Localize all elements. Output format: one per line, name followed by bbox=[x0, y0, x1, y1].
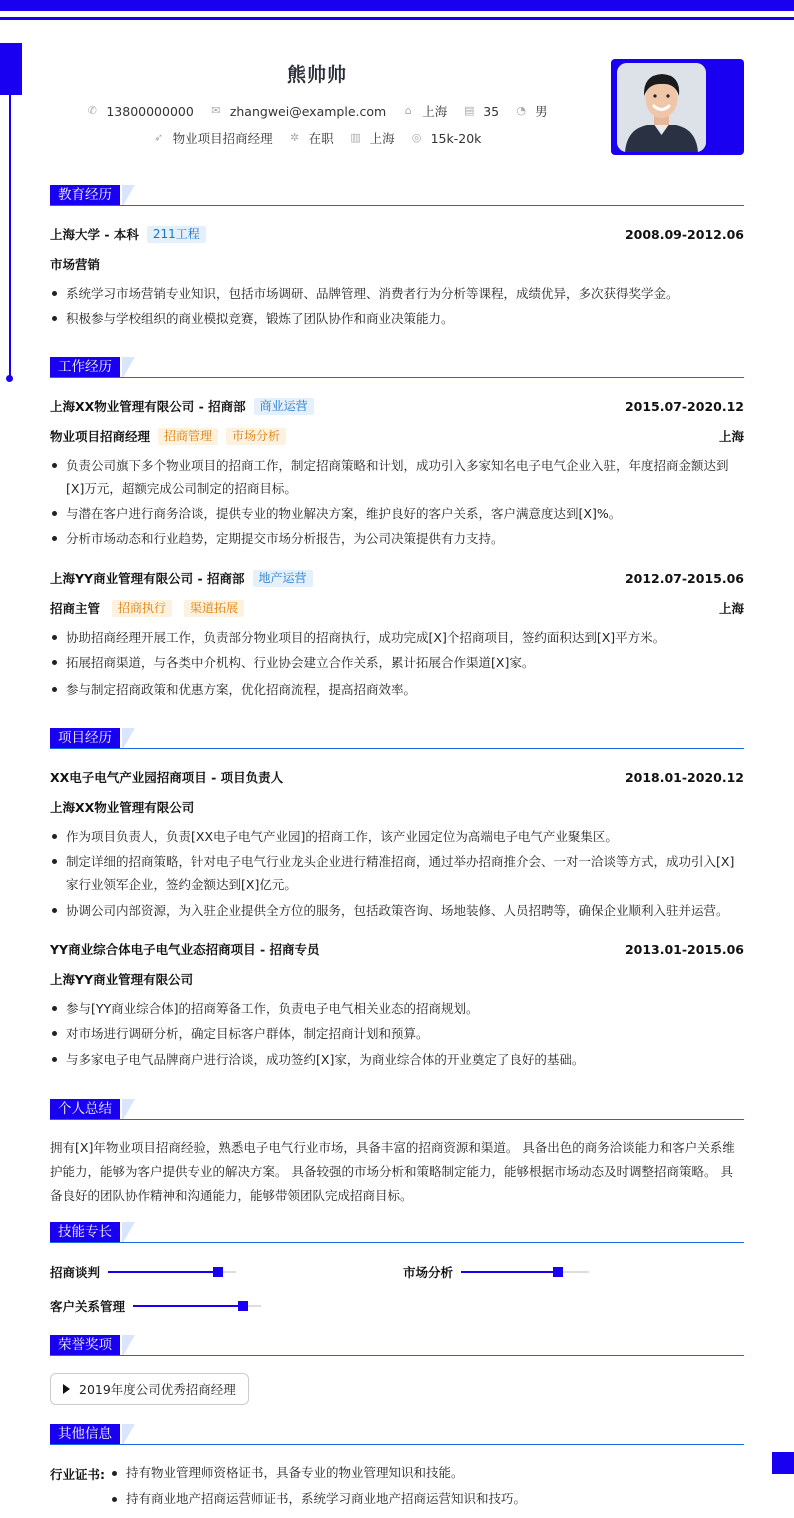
section-tag-slant bbox=[122, 1222, 136, 1242]
gender-item bbox=[515, 102, 548, 120]
section-tag-slant bbox=[122, 357, 136, 377]
work-company-row bbox=[50, 397, 744, 415]
skill-level-bar bbox=[461, 1271, 589, 1273]
building-icon: ▥ bbox=[350, 131, 361, 144]
section-title: 个人总结 bbox=[50, 1099, 120, 1119]
skill-level-knob bbox=[238, 1301, 248, 1311]
work-city: 上海 bbox=[718, 601, 744, 616]
skill-name: 市场分析 bbox=[403, 1265, 454, 1280]
education-bullet: 系统学习市场营销专业知识，包括市场调研、品牌管理、消费者行为分析等课程，成绩优异，多次获得奖学金。 bbox=[50, 282, 744, 305]
salary-item bbox=[411, 131, 482, 146]
section-title: 技能专长 bbox=[50, 1222, 120, 1242]
intent-row bbox=[0, 129, 634, 147]
project-bullet: 与多家电子电气品牌商户进行洽谈，成功签约[X]家，为商业综合体的开业奠定了良好的基础。 bbox=[50, 1048, 744, 1071]
age-text: 35 bbox=[483, 103, 500, 119]
section-title: 工作经历 bbox=[50, 357, 120, 377]
email-item bbox=[210, 104, 386, 119]
work-bullet: 协助招商经理开展工作，负责部分物业项目的招商执行，成功完成[X]个招商项目，签约面积达到[X]平方米。 bbox=[50, 626, 744, 649]
skill-tag: 招商管理 bbox=[158, 428, 218, 445]
company-name: 上海XX物业管理有限公司 - 招商部 bbox=[50, 399, 246, 414]
role-name: 物业项目招商经理 bbox=[50, 429, 151, 444]
city-text: 上海 bbox=[422, 104, 448, 119]
certificate-label: 行业证书: bbox=[50, 1467, 105, 1482]
skill-level-knob bbox=[213, 1267, 223, 1277]
skill-level-bar bbox=[133, 1305, 261, 1307]
award-text: 2019年度公司优秀招商经理 bbox=[79, 1382, 236, 1397]
section-tag-slant bbox=[122, 1424, 136, 1444]
project-org: 上海YY商业管理有限公司 bbox=[50, 972, 194, 987]
section-projects-header bbox=[50, 728, 744, 750]
contact-row bbox=[0, 102, 634, 120]
certificate-item: 持有商业地产招商运营师证书，系统学习商业地产招商运营知识和技巧。 bbox=[110, 1491, 740, 1507]
project-org-row bbox=[50, 970, 744, 988]
section-skills-header bbox=[50, 1222, 744, 1244]
project-name: YY商业综合体电子电气业态招商项目 - 招商专员 bbox=[50, 942, 320, 957]
skill-level-fill bbox=[133, 1305, 248, 1307]
role-name: 招商主管 bbox=[50, 601, 101, 616]
send-icon: ➶ bbox=[153, 131, 164, 144]
skill-name: 客户关系管理 bbox=[50, 1299, 126, 1314]
position-text: 物业项目招商经理 bbox=[172, 131, 273, 146]
section-other-header bbox=[50, 1424, 744, 1446]
company-tag: 商业运营 bbox=[254, 398, 314, 415]
left-timeline-dot bbox=[6, 375, 13, 382]
section-rule bbox=[50, 1242, 744, 1243]
skill-item bbox=[50, 1297, 261, 1315]
top-accent-line bbox=[0, 17, 794, 20]
section-rule bbox=[50, 1119, 744, 1120]
work-period: 2012.07-2015.06 bbox=[624, 570, 744, 586]
mail-icon: ✉ bbox=[211, 104, 221, 117]
section-summary-header bbox=[50, 1099, 744, 1121]
project-period: 2018.01-2020.12 bbox=[624, 769, 744, 785]
work-bullet: 分析市场动态和行业趋势，定期提交市场分析报告，为公司决策提供有力支持。 bbox=[50, 527, 744, 550]
major-row bbox=[50, 255, 744, 273]
company-tag: 地产运营 bbox=[253, 570, 313, 587]
skill-level-knob bbox=[553, 1267, 563, 1277]
work-bullet: 与潜在客户进行商务洽谈，提供专业的物业解决方案，维护良好的客户关系，客户满意度达到[X]%。 bbox=[50, 502, 744, 525]
salary-text: 15k-20k bbox=[430, 130, 482, 146]
section-title: 其他信息 bbox=[50, 1424, 120, 1444]
section-rule bbox=[50, 205, 744, 206]
position-item bbox=[153, 129, 273, 147]
section-title: 荣誉奖项 bbox=[50, 1335, 120, 1355]
status-text: 在职 bbox=[308, 131, 334, 146]
phone-icon: ✆ bbox=[87, 104, 97, 117]
project-bullet: 作为项目负责人，负责[XX电子电气产业园]的招商工作，该产业园定位为高端电子电气产业聚集区。 bbox=[50, 825, 744, 848]
skill-level-fill bbox=[108, 1271, 223, 1273]
section-tag-slant bbox=[122, 1335, 136, 1355]
project-org-row bbox=[50, 798, 744, 816]
target-city-item bbox=[350, 129, 395, 147]
email-text: zhangwei@example.com bbox=[229, 103, 387, 119]
work-bullet: 负责公司旗下多个物业项目的招商工作，制定招商策略和计划，成功引入多家知名电子电气企业入驻，年度招商金额达到[X]万元，超额完成公司制定的招商目标。 bbox=[50, 454, 744, 500]
project-bullet: 协调公司内部资源，为入驻企业提供全方位的服务，包括政策咨询、场地装修、人员招聘等，确保企业顺利入驻并运营。 bbox=[50, 899, 744, 922]
certificate-item: 持有物业管理师资格证书，具备专业的物业管理知识和技能。 bbox=[110, 1465, 740, 1481]
summary-text: 拥有[X]年物业项目招商经验，熟悉电子电气行业市场，具备丰富的招商资源和渠道。 具备出色的商务洽谈能力和客户关系维护能力，能够为客户提供专业的解决方案。 具备较强的市场分析和策略制定能力，能够根据市场动态及时调整招商策略。 具备良好的团队协作精神和沟通能力，能够带领团队完成招商目标。 bbox=[50, 1140, 735, 1203]
section-awards-header bbox=[50, 1335, 744, 1357]
work-bullet: 拓展招商渠道，与各类中介机构、行业协会建立合作关系，累计拓展合作渠道[X]家。 bbox=[50, 651, 744, 674]
resume-name: 熊帅帅 bbox=[286, 64, 347, 86]
skill-name: 招商谈判 bbox=[50, 1265, 101, 1280]
work-bullet: 参与制定招商政策和优惠方案，优化招商流程，提高招商效率。 bbox=[50, 678, 744, 701]
education-period: 2008.09-2012.06 bbox=[624, 226, 744, 242]
education-row bbox=[50, 225, 744, 243]
city-item bbox=[402, 102, 447, 120]
right-accent-block bbox=[772, 1452, 794, 1474]
project-bullet: 参与[YY商业综合体]的招商筹备工作，负责电子电气相关业态的招商规划。 bbox=[50, 997, 744, 1020]
section-rule bbox=[50, 1444, 744, 1445]
skill-tag: 渠道拓展 bbox=[184, 600, 244, 617]
skill-item bbox=[50, 1263, 236, 1281]
school-name: 上海大学 - 本科 bbox=[50, 227, 139, 242]
project-bullet: 制定详细的招商策略，针对电子电气行业龙头企业进行精准招商，通过举办招商推介会、一对一洽谈等方式，成功引入[X]家行业领军企业，签约金额达到[X]亿元。 bbox=[50, 850, 744, 896]
profile-photo bbox=[617, 63, 706, 152]
section-title: 教育经历 bbox=[50, 185, 120, 205]
gender-text: 男 bbox=[535, 104, 548, 119]
work-role-row bbox=[50, 599, 744, 617]
school-tag: 211工程 bbox=[147, 226, 206, 243]
skill-tag: 招商执行 bbox=[112, 600, 172, 617]
work-period: 2015.07-2020.12 bbox=[624, 398, 744, 414]
section-tag-slant bbox=[122, 1099, 136, 1119]
play-icon bbox=[63, 1384, 70, 1394]
project-row bbox=[50, 768, 744, 786]
skill-item bbox=[403, 1263, 589, 1281]
skill-tag: 市场分析 bbox=[226, 428, 286, 445]
section-rule bbox=[50, 1355, 744, 1356]
section-work-header bbox=[50, 357, 744, 379]
calendar-icon: ▤ bbox=[464, 104, 475, 117]
home-icon: ⌂ bbox=[404, 104, 412, 117]
project-name: XX电子电气产业园招商项目 - 项目负责人 bbox=[50, 770, 284, 785]
company-name: 上海YY商业管理有限公司 - 招商部 bbox=[50, 571, 245, 586]
phone-text: 13800000000 bbox=[106, 103, 194, 119]
skill-level-fill bbox=[461, 1271, 563, 1273]
gender-icon: ◔ bbox=[516, 104, 526, 117]
top-accent-bar bbox=[0, 0, 794, 11]
work-role-row bbox=[50, 427, 744, 445]
section-title: 项目经历 bbox=[50, 728, 120, 748]
section-rule bbox=[50, 377, 744, 378]
status-item bbox=[289, 129, 334, 147]
project-org: 上海XX物业管理有限公司 bbox=[50, 800, 195, 815]
section-tag-slant bbox=[122, 185, 136, 205]
skill-level-bar bbox=[108, 1271, 236, 1273]
project-row bbox=[50, 940, 744, 958]
project-bullet: 对市场进行调研分析，确定目标客户群体，制定招商计划和预算。 bbox=[50, 1022, 744, 1045]
phone-item bbox=[86, 104, 193, 119]
section-education-header bbox=[50, 185, 744, 207]
target-city-text: 上海 bbox=[369, 131, 395, 146]
award-item[interactable] bbox=[50, 1373, 249, 1405]
education-bullet: 积极参与学校组织的商业模拟竞赛，锻炼了团队协作和商业决策能力。 bbox=[50, 307, 744, 330]
project-period: 2013.01-2015.06 bbox=[624, 941, 744, 957]
settings-icon: ✲ bbox=[289, 131, 300, 144]
age-item bbox=[463, 104, 499, 119]
section-tag-slant bbox=[122, 728, 136, 748]
major-name: 市场营销 bbox=[50, 257, 101, 272]
work-company-row bbox=[50, 569, 744, 587]
money-icon: ◎ bbox=[411, 131, 422, 144]
section-rule bbox=[50, 748, 744, 749]
work-city: 上海 bbox=[718, 429, 744, 444]
